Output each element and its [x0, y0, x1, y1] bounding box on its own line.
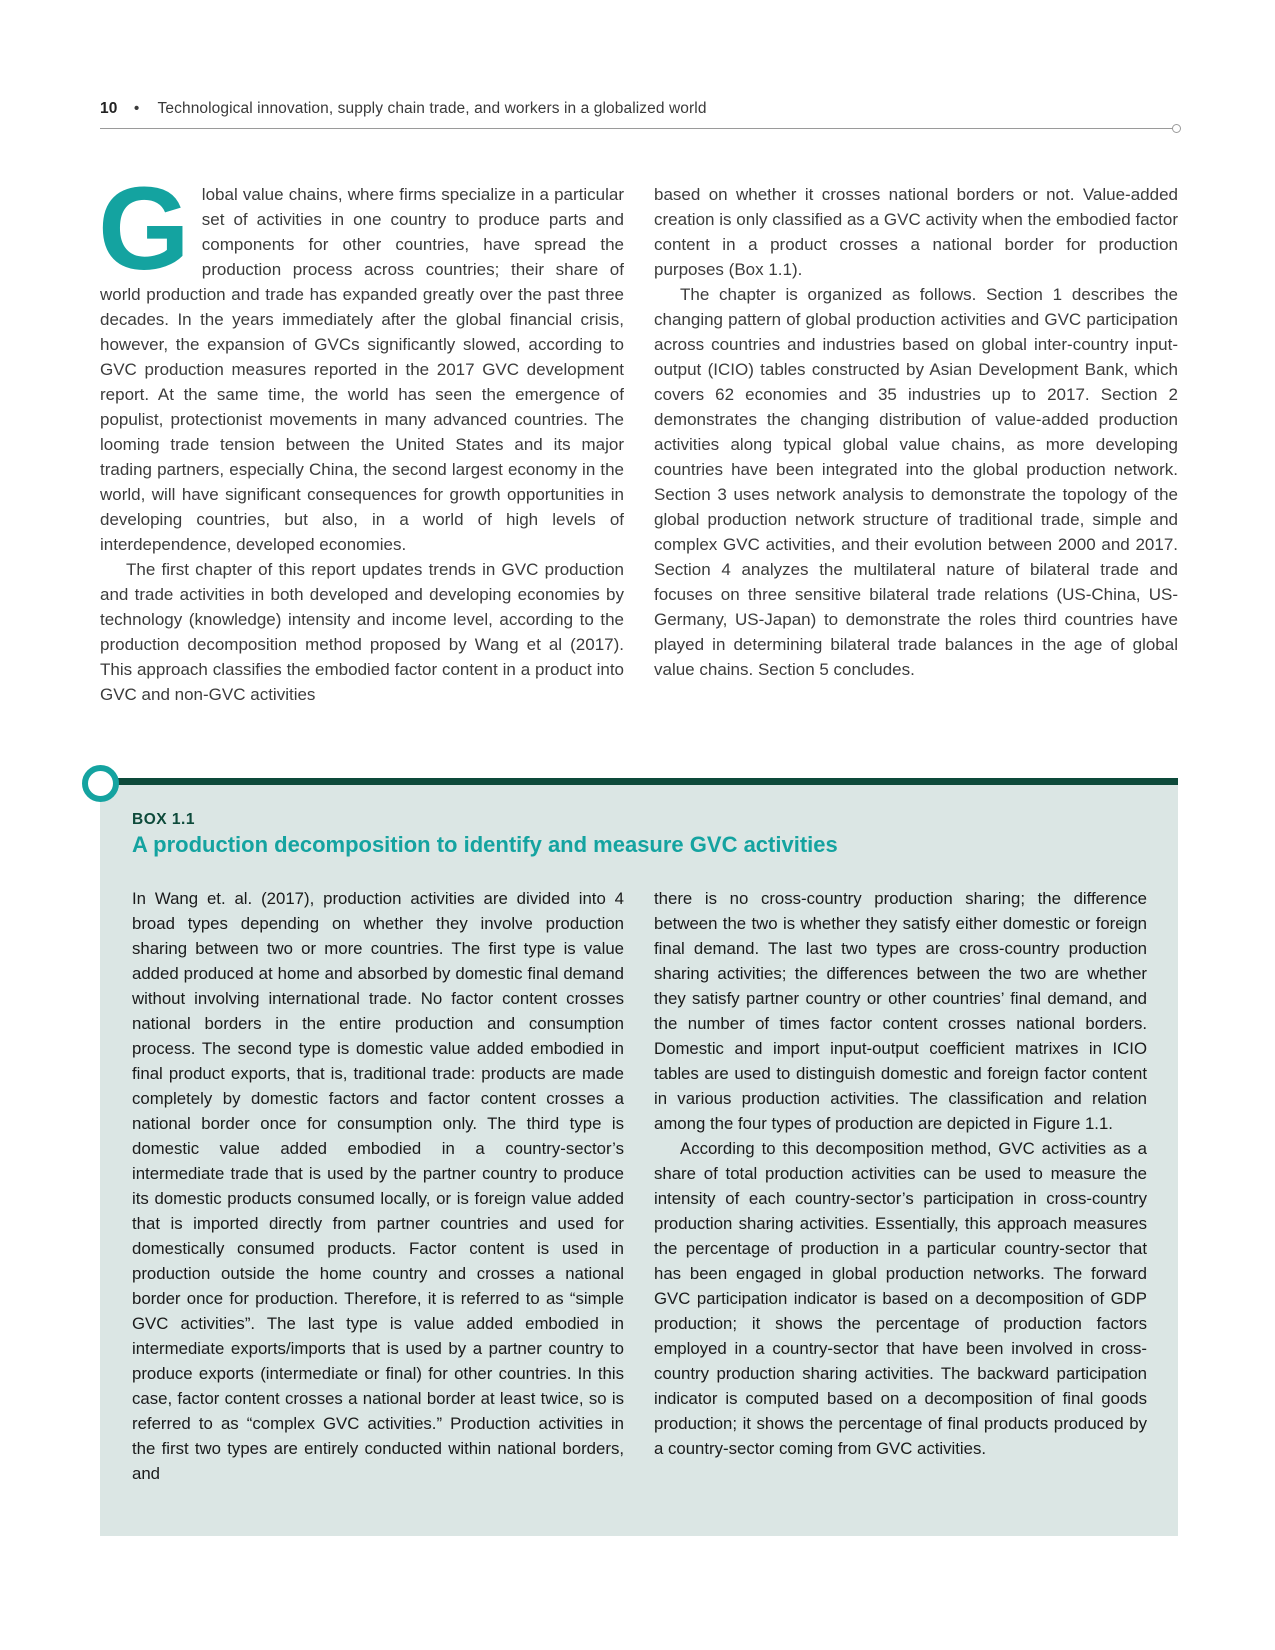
running-title: Technological innovation, supply chain trade, and workers in a globalized world — [157, 100, 707, 117]
intro-paragraph-1-text: lobal value chains, where firms specialize in a particular set of activities in one country to produce parts and components for other countries, have spread the production process across countries; their share of world production and trade has expanded greatly over the past three decades. In the years immediately after the global financial crisis, however, the expansion of GVCs significantly slowed, according to GVC production measures reported in the 2017 GVC development report. At the same time, the world has seen the emergence of populist, protectionist movements in many advanced countries. The looming trade tension between the United States and its major trading partners, especially China, the second largest economy in the world, will have significant consequences for growth opportunities in developing countries, but also, in a world of high levels of interdependence, developed economies. — [100, 185, 624, 554]
box-right-column — [654, 886, 1147, 1461]
box-paragraph-1: In Wang et. al. (2017), production activities are divided into 4 broad types depending on whether they involve production sharing between two or more countries. The first type is value added produced at home and absorbed by domestic final demand without involving international trade. No factor content crosses national borders in the entire production and consumption process. The second type is domestic value added embodied in final product exports, that is, traditional trade: products are made completely by domestic factors and factor content crosses a national border once for consumption only. The third type is domestic value added embodied in a country-sector’s intermediate trade that is used by the partner country to produce its domestic products consumed locally, or is foreign value added that is imported directly from partner countries and used for domestically consumed products. Factor content is used in production outside the home country and crosses a national border once for production. Therefore, it is referred to as “simple GVC activities”. The last type is value added embodied in intermediate exports/imports that is used by a partner country to produce exports (intermediate or final) for other countries. In this case, factor content crosses a national border at least twice, so is referred to as “complex GVC activities.” Production activities in the first two types are entirely conducted within national borders, and — [132, 889, 624, 1483]
box-paragraph-3: According to this decomposition method, GVC activities as a share of total production activities can be used to measure the intensity of each country-sector’s participation in cross-country production sharing activities. Essentially, this approach measures the percentage of production in a particular country-sector that has been engaged in global production networks. The forward GVC participation indicator is based on a decomposition of GDP production; it shows the percentage of production factors employed in a country-sector that have been involved in cross-country production sharing activities. The backward participation indicator is computed based on a decomposition of final goods production; it shows the percentage of final products produced by a country-sector coming from GVC activities. — [654, 1139, 1147, 1458]
box-title: A production decomposition to identify and measure GVC activities — [132, 832, 838, 857]
intro-right-column — [654, 182, 1178, 682]
header-bullet: • — [133, 100, 140, 117]
page-number: 10 — [100, 100, 118, 117]
intro-paragraph-4: The chapter is organized as follows. Section 1 describes the changing pattern of global production activities and GVC participation across countries and industries based on global inter-country input-output (ICIO) tables constructed by Asian Development Bank, which covers 62 economies and 35 industries up to 2017. Section 2 demonstrates the changing distribution of value-added production activities along typical global value chains, as more developing countries have been integrated into the global production network. Section 3 uses network analysis to demonstrate the topology of the global production network structure of traditional trade, simple and complex GVC activities, and their evolution between 2000 and 2017. Section 4 analyzes the multilateral nature of bilateral trade and focuses on three sensitive bilateral trade relations (US-China, US-Germany, US-Japan) to demonstrate the roles third countries have played in determining bilateral trade balances in the age of global value chains. Section 5 concludes. — [654, 285, 1178, 679]
header-rule — [100, 128, 1173, 129]
intro-left-column — [98, 163, 624, 707]
running-header — [100, 100, 1178, 118]
box-ring-icon — [82, 765, 119, 802]
header-rule-end-circle-icon — [1172, 124, 1181, 133]
box-top-rule — [104, 778, 1178, 785]
intro-paragraph-1 — [98, 163, 624, 557]
box-label: BOX 1.1 — [132, 811, 195, 828]
box-left-column — [132, 886, 624, 1486]
box-paragraph-2: there is no cross-country production sharing; the difference between the two is whether they satisfy either domestic or foreign final demand. The last two types are cross-country production sharing activities; the differences between the two are whether they satisfy partner country or other countries’ final demand, and the number of times factor content crosses national borders. Domestic and import input-output coefficient matrixes in ICIO tables are used to distinguish domestic and foreign factor content in various production activities. The classification and relation among the four types of production are depicted in Figure 1.1. — [654, 889, 1147, 1133]
drop-cap: G — [98, 163, 190, 295]
intro-paragraph-2: The first chapter of this report updates trends in GVC production and trade activities in both developed and developing economies by technology (knowledge) intensity and income level, according to the production decomposition method proposed by Wang et al (2017). This approach classifies the embodied factor content in a product into GVC and non-GVC activities — [100, 560, 624, 704]
intro-paragraph-3: based on whether it crosses national borders or not. Value-added creation is only classified as a GVC activity when the embodied factor content in a product crosses a national border for production purposes (Box 1.1). — [654, 185, 1178, 279]
